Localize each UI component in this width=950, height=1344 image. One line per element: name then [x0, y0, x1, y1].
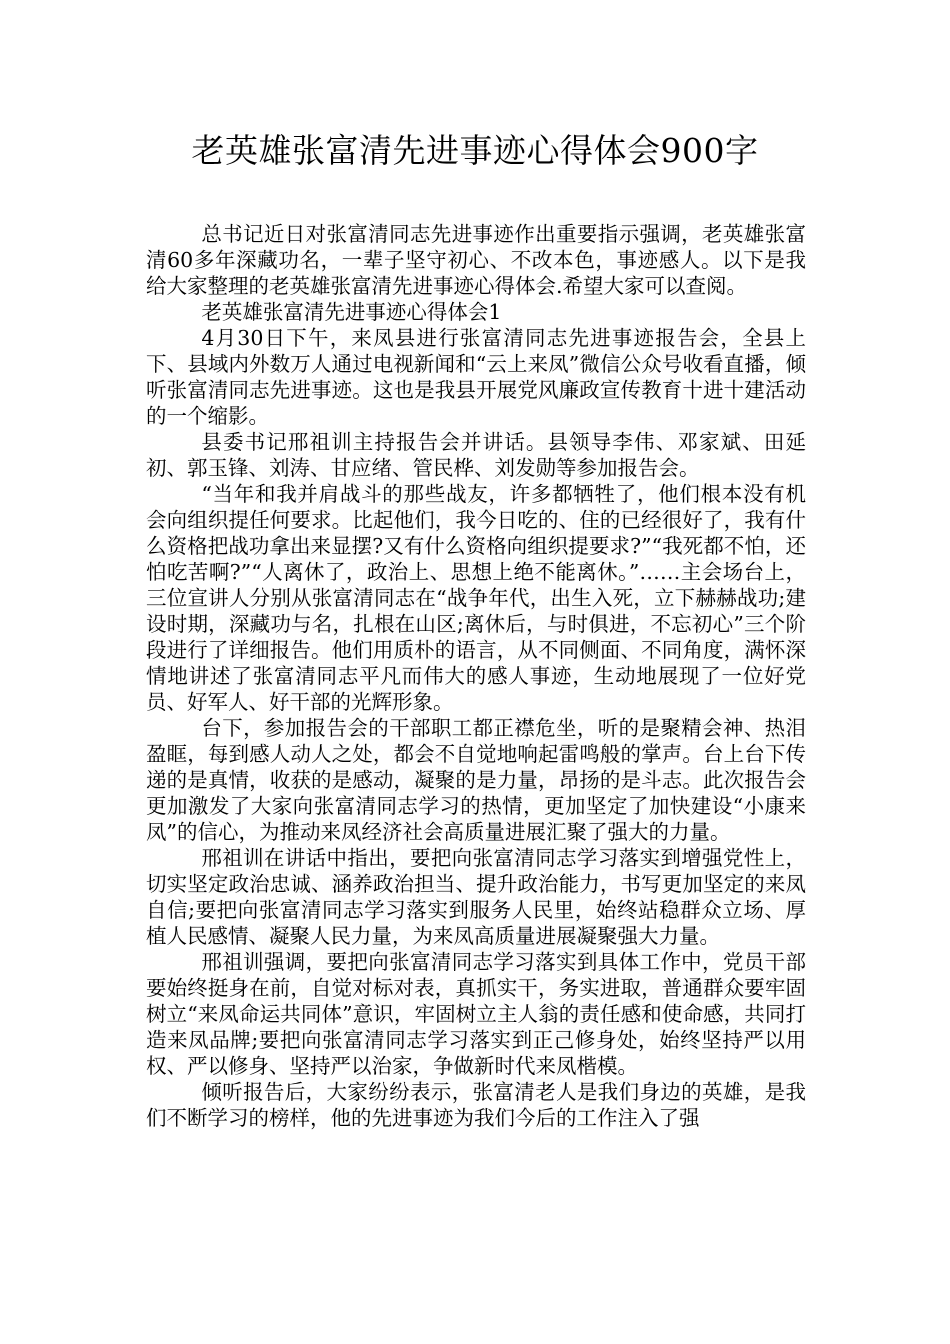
body-paragraph: 县委书记邢祖训主持报告会并讲话。县领导李伟、邓家斌、田延初、郭玉锋、刘涛、甘应绪、管民桦、刘发勋等参加报告会。: [146, 430, 806, 480]
body-paragraph: 4月30日下午，来凤县进行张富清同志先进事迹报告会，全县上下、县域内外数万人通过电视新闻和“云上来凤”微信公众号收看直播，倾听张富清同志先进事迹。这也是我县开展党风廉政宣传教育十进十建活动的一个缩影。: [146, 326, 806, 428]
section-heading: 老英雄张富清先进事迹心得体会1: [201, 300, 502, 324]
body-paragraph: “当年和我并肩战斗的那些战友，许多都牺牲了，他们根本没有机会向组织提任何要求。比起他们，我今日吃的、住的已经很好了，我有什么资格把战功拿出来显摆?又有什么资格向组织提要求?”“我死都不怕，还怕吃苦啊?”“人离休了，政治上、思想上绝不能离休。”……主会场台上，三位宣讲人分别从张富清同志在“战争年代，出生入死，立下赫赫战功;建设时期，深藏功与名，扎根在山区;离休后，与时俱进，不忘初心”三个阶段进行了详细报告。他们用质朴的语言，从不同侧面、不同角度，满怀深情地讲述了张富清同志平凡而伟大的感人事迹，生动地展现了一位好党员、好军人、好干部的光辉形象。: [146, 482, 806, 714]
intro-paragraph: 总书记近日对张富清同志先进事迹作出重要指示强调，老英雄张富清60多年深藏功名，一辈子坚守初心、不改本色，事迹感人。以下是我给大家整理的老英雄张富清先进事迹心得体会.希望大家可以查阅。: [146, 222, 806, 298]
body-paragraph: 倾听报告后，大家纷纷表示，张富清老人是我们身边的英雄，是我们不断学习的榜样，他的先进事迹为我们今后的工作注入了强: [146, 1080, 806, 1130]
body-paragraph: 台下，参加报告会的干部职工都正襟危坐，听的是聚精会神、热泪盈眶，每到感人动人之处，都会不自觉地响起雷鸣般的掌声。台上台下传递的是真情，收获的是感动，凝聚的是力量，昂扬的是斗志。此次报告会更加激发了大家向张富清同志学习的热情，更加坚定了加快建设“小康来凤”的信心，为推动来凤经济社会高质量进展汇聚了强大的力量。: [146, 716, 806, 844]
body-paragraph: 邢祖训在讲话中指出，要把向张富清同志学习落实到增强党性上，切实坚定政治忠诚、涵养政治担当、提升政治能力，书写更加坚定的来凤自信;要把向张富清同志学习落实到服务人民里，始终站稳群众立场、厚植人民感情、凝聚人民力量，为来凤高质量进展凝聚强大力量。: [146, 846, 806, 948]
document-body: [146, 221, 806, 1131]
document-title: 老英雄张富清先进事迹心得体会900字: [191, 131, 759, 170]
body-paragraph: 邢祖训强调，要把向张富清同志学习落实到具体工作中，党员干部要始终挺身在前，自觉对标对表，真抓实干，务实进取，普通群众要牢固树立“来凤命运共同体”意识，牢固树立主人翁的责任感和使命感，共同打造来凤品牌;要把向张富清同志学习落实到正己修身处，始终坚持严以用权、严以修身、坚持严以治家，争做新时代来凤楷模。: [146, 950, 806, 1078]
